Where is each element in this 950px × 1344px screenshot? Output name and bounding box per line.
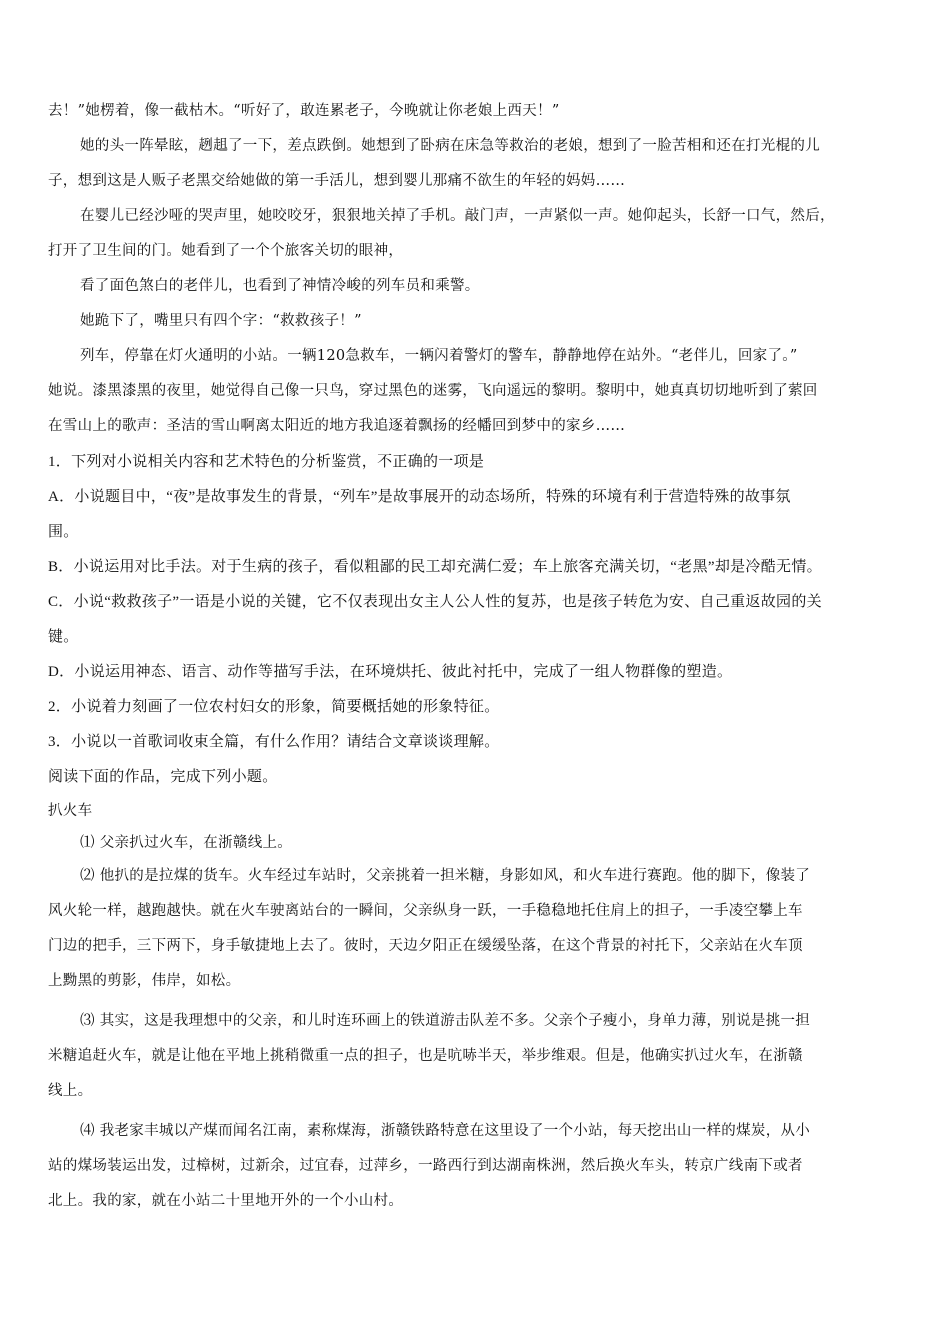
option-d: D．小说运用神态、语言、动作等描写手法，在环境烘托、彼此衬托中，完成了一组人物群像的塑造。 [48,664,733,680]
option-c-line-1: C．小说“救救孩子”一语是小说的关键，它不仅表现出女主人公人性的复苏，也是孩子转危为安、自己重返故园的关 [48,594,822,610]
story2-section-1: ⑴ 父亲扒过火车，在浙赣线上。 [80,835,293,851]
story1-paragraph-6-line-3: 在雪山上的歌声：圣洁的雪山啊离太阳近的地方我追逐着飘扬的经幡回到梦中的家乡…… [48,418,626,434]
story1-paragraph-5: 她跪下了，嘴里只有四个字：“救救孩子！” [80,313,362,329]
question-1: 1．下列对小说相关内容和艺术特色的分析鉴赏，不正确的一项是 [48,454,485,470]
story1-paragraph-2-line-2: 子，想到这是人贩子老黑交给她做的第一手活儿，想到婴儿那痛不欲生的年轻的妈妈…… [48,173,626,189]
story1-paragraph-1: 去！”她楞着，像一截枯木。“听好了，敢连累老子，今晚就让你老娘上西天！” [48,103,560,119]
story2-section-4-line-1: ⑷ 我老家丰城以产煤而闻名江南，素称煤海，浙赣铁路特意在这里设了一个小站，每天挖出山一样的煤炭，从小 [80,1123,811,1139]
story2-section-4-line-3: 北上。我的家，就在小站二十里地开外的一个小山村。 [48,1193,404,1209]
option-b: B．小说运用对比手法。对于生病的孩子，看似粗鄙的民工却充满仁爱；车上旅客充满关切，“老黑”却是冷酷无情。 [48,559,822,575]
story1-paragraph-4: 看了面色煞白的老伴儿，也看到了神情冷峻的列车员和乘警。 [80,278,480,294]
story1-paragraph-3-line-2: 打开了卫生间的门。她看到了一个个旅客关切的眼神， [48,243,404,259]
story2-section-2-line-4: 上黝黑的剪影，伟岸，如松。 [48,973,241,989]
story2-section-2-line-1: ⑵ 他扒的是拉煤的货车。火车经过车站时，父亲挑着一担米糖，身影如风，和火车进行赛跑。他的脚下，像装了 [80,868,811,884]
reading-instruction: 阅读下面的作品，完成下列小题。 [48,769,278,785]
option-c-line-2: 键。 [48,629,79,645]
story1-paragraph-2-line-1: 她的头一阵晕眩，趔趄了一下，差点跌倒。她想到了卧病在床急等救治的老娘，想到了一脸苦相和还在打光棍的儿 [80,138,820,154]
story1-paragraph-6-line-2: 她说。漆黑漆黑的夜里，她觉得自己像一只鸟，穿过黑色的迷雾，飞向遥远的黎明。黎明中，她真真切切地听到了萦回 [48,383,818,399]
story2-section-3-line-1: ⑶ 其实，这是我理想中的父亲，和儿时连环画上的铁道游击队差不多。父亲个子瘦小，身单力薄，别说是挑一担 [80,1013,811,1029]
story2-section-3-line-2: 米糖追赶火车，就是让他在平地上挑稍微重一点的担子，也是吭哧半天，举步维艰。但是，他确实扒过火车，在浙赣 [48,1048,803,1064]
story2-section-4-line-2: 站的煤场装运出发，过樟树，过新余，过宜春，过萍乡，一路西行到达湖南株洲，然后换火车头，转京广线南下或者 [48,1158,803,1174]
story2-section-2-line-3: 门边的把手，三下两下，身手敏捷地上去了。彼时，天边夕阳正在缓缓坠落，在这个背景的衬托下，父亲站在火车顶 [48,938,803,954]
question-2: 2．小说着力刻画了一位农村妇女的形象，简要概括她的形象特征。 [48,699,500,715]
story2-section-2-line-2: 风火轮一样，越跑越快。就在火车驶离站台的一瞬间，父亲纵身一跃，一手稳稳地托住肩上的担子，一手凌空攀上车 [48,903,803,919]
story1-paragraph-3-line-1: 在婴儿已经沙哑的哭声里，她咬咬牙，狠狠地关掉了手机。敲门声，一声紧似一声。她仰起头，长舒一口气，然后， [80,208,835,224]
option-a-line-1: A．小说题目中，“夜”是故事发生的背景，“列车”是故事展开的动态场所，特殊的环境有利于营造特殊的故事氛 [48,489,791,505]
story2-title: 扒火车 [48,803,93,819]
story2-section-3-line-3: 线上。 [48,1083,93,1099]
question-3: 3．小说以一首歌词收束全篇，有什么作用？请结合文章谈谈理解。 [48,734,500,750]
option-a-line-2: 围。 [48,524,79,540]
story1-paragraph-6-line-1: 列车，停靠在灯火通明的小站。一辆120急救车，一辆闪着警灯的警车，静静地停在站外。“老伴儿，回家了。” [80,348,798,364]
